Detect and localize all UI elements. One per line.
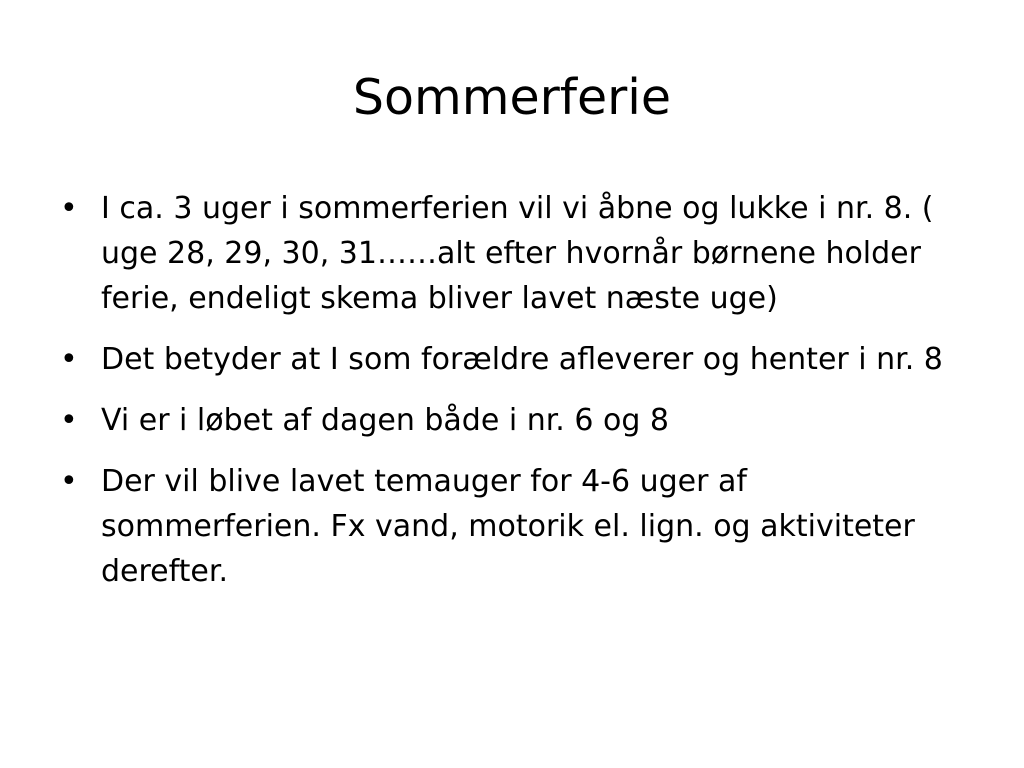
slide-title: Sommerferie bbox=[352, 69, 672, 126]
bullet-icon: • bbox=[60, 464, 78, 499]
bullet-item bbox=[58, 186, 970, 321]
bullet-item bbox=[58, 337, 970, 382]
bullet-list bbox=[58, 186, 970, 610]
bullet-text: I ca. 3 uger i sommerferien vil vi åbne og lukke i nr. 8. ( uge 28, 29, 30, 31……alt efter hvornår børnene holder ferie, endeligt skema bliver lavet næste uge) bbox=[101, 191, 934, 316]
bullet-text: Vi er i løbet af dagen både i nr. 6 og 8 bbox=[101, 403, 670, 438]
bullet-text: Det betyder at I som forældre afleverer og henter i nr. 8 bbox=[101, 342, 943, 377]
bullet-icon: • bbox=[60, 403, 78, 438]
bullet-icon: • bbox=[60, 191, 78, 226]
bullet-text: Der vil blive lavet temauger for 4-6 uger af sommerferien. Fx vand, motorik el. lign. og aktiviteter derefter. bbox=[101, 464, 915, 589]
bullet-item bbox=[58, 398, 970, 443]
bullet-item bbox=[58, 459, 970, 594]
bullet-icon: • bbox=[60, 342, 78, 377]
